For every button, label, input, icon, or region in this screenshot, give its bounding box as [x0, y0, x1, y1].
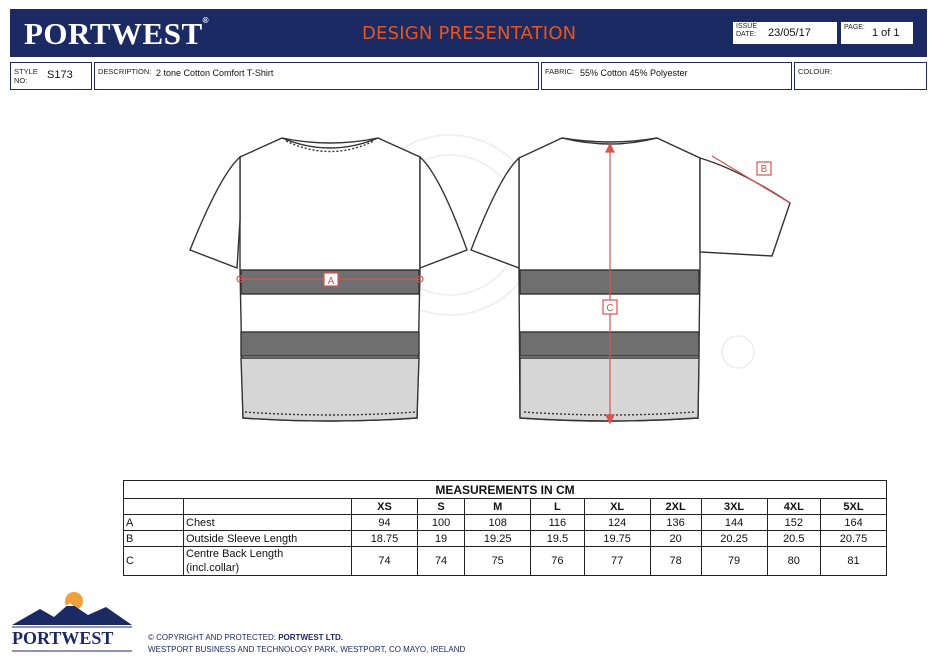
- row-name: Chest: [184, 515, 352, 531]
- footer-brand: PORTWEST: [12, 628, 114, 648]
- size-header: 5XL: [821, 499, 887, 515]
- table-cell: 136: [650, 515, 701, 531]
- page-value: 1 of 1: [872, 27, 900, 39]
- table-cell: 94: [352, 515, 418, 531]
- table-row: [124, 531, 887, 547]
- marker-c-label: C: [606, 303, 614, 314]
- size-header: L: [531, 499, 585, 515]
- marker-b-label: B: [760, 164, 768, 175]
- page-label: PAGE:: [844, 24, 865, 31]
- table-cell: 20.25: [701, 531, 767, 547]
- table-cell: 20: [650, 531, 701, 547]
- footer-copyright: [148, 632, 465, 656]
- front-left-sleeve: [190, 157, 240, 268]
- header-blank-name: [184, 499, 352, 515]
- description-label: DESCRIPTION:: [98, 67, 152, 76]
- back-left-sleeve: [471, 158, 519, 268]
- garment-drawing: [0, 95, 937, 480]
- table-cell: 74: [352, 547, 418, 576]
- fabric-value: 55% Cotton 45% Polyester: [580, 68, 688, 78]
- size-header: 4XL: [767, 499, 821, 515]
- row-name-line-1: Centre Back Length: [186, 548, 284, 560]
- footer-address: WESTPORT BUSINESS AND TECHNOLOGY PARK, WESTPORT, CO MAYO, IRELAND: [148, 645, 466, 654]
- style-no-box: [10, 62, 92, 90]
- fabric-box: [541, 62, 792, 90]
- page-box: [841, 22, 913, 44]
- table-title: MEASUREMENTS IN CM: [124, 481, 887, 499]
- header-bar: [10, 9, 927, 57]
- style-no-value: S173: [47, 69, 73, 81]
- table-cell: 78: [650, 547, 701, 576]
- table-cell: 19: [417, 531, 464, 547]
- table-cell: 144: [701, 515, 767, 531]
- table-cell: 74: [417, 547, 464, 576]
- brand-logo: PORTWEST®: [24, 16, 210, 51]
- table-cell: 100: [417, 515, 464, 531]
- front-right-sleeve: [420, 157, 467, 268]
- marker-a-label: A: [327, 276, 335, 287]
- table-row: [124, 547, 887, 576]
- front-band-2: [241, 332, 419, 356]
- table-cell: 19.5: [531, 531, 585, 547]
- issue-date-box: [733, 22, 837, 44]
- copyright-prefix: © COPYRIGHT AND PROTECTED:: [148, 633, 279, 642]
- row-name: [184, 547, 352, 576]
- row-code: B: [124, 531, 184, 547]
- size-header: 3XL: [701, 499, 767, 515]
- size-header: 2XL: [650, 499, 701, 515]
- row-code: A: [124, 515, 184, 531]
- table-cell: 20.5: [767, 531, 821, 547]
- table-cell: 79: [701, 547, 767, 576]
- row-code: C: [124, 547, 184, 576]
- issue-date-value: 23/05/17: [768, 27, 811, 39]
- row-name-line-2: (incl.collar): [186, 562, 240, 574]
- table-cell: 108: [465, 515, 531, 531]
- front-lower-panel: [241, 358, 419, 421]
- copyright-company: PORTWEST LTD.: [278, 633, 343, 642]
- size-header: XS: [352, 499, 418, 515]
- table-cell: 19.25: [465, 531, 531, 547]
- table-cell: 124: [584, 515, 650, 531]
- table-row: [124, 515, 887, 531]
- header-blank-code: [124, 499, 184, 515]
- table-title-row: [124, 481, 887, 499]
- table-cell: 20.75: [821, 531, 887, 547]
- table-header-row: [124, 499, 887, 515]
- table-cell: 81: [821, 547, 887, 576]
- back-right-sleeve: [700, 158, 790, 256]
- table-cell: 164: [821, 515, 887, 531]
- table-cell: 77: [584, 547, 650, 576]
- table-cell: 80: [767, 547, 821, 576]
- colour-box: [794, 62, 927, 90]
- table-cell: 18.75: [352, 531, 418, 547]
- table-cell: 152: [767, 515, 821, 531]
- size-header: S: [417, 499, 464, 515]
- page-title: DESIGN PRESENTATION: [362, 23, 577, 44]
- size-header: M: [465, 499, 531, 515]
- table-cell: 76: [531, 547, 585, 576]
- issue-date-label: ISSUE DATE:: [736, 23, 758, 38]
- description-box: [94, 62, 539, 90]
- back-view: [471, 138, 790, 421]
- size-header: XL: [584, 499, 650, 515]
- row-name: Outside Sleeve Length: [184, 531, 352, 547]
- table-cell: 75: [465, 547, 531, 576]
- measurements-table: [123, 480, 887, 576]
- description-value: 2 tone Cotton Comfort T-Shirt: [156, 68, 274, 78]
- style-no-label: STYLE NO:: [14, 67, 38, 85]
- colour-label: COLOUR:: [798, 67, 833, 76]
- table-cell: 116: [531, 515, 585, 531]
- fabric-label: FABRIC:: [545, 67, 575, 76]
- table-cell: 19.75: [584, 531, 650, 547]
